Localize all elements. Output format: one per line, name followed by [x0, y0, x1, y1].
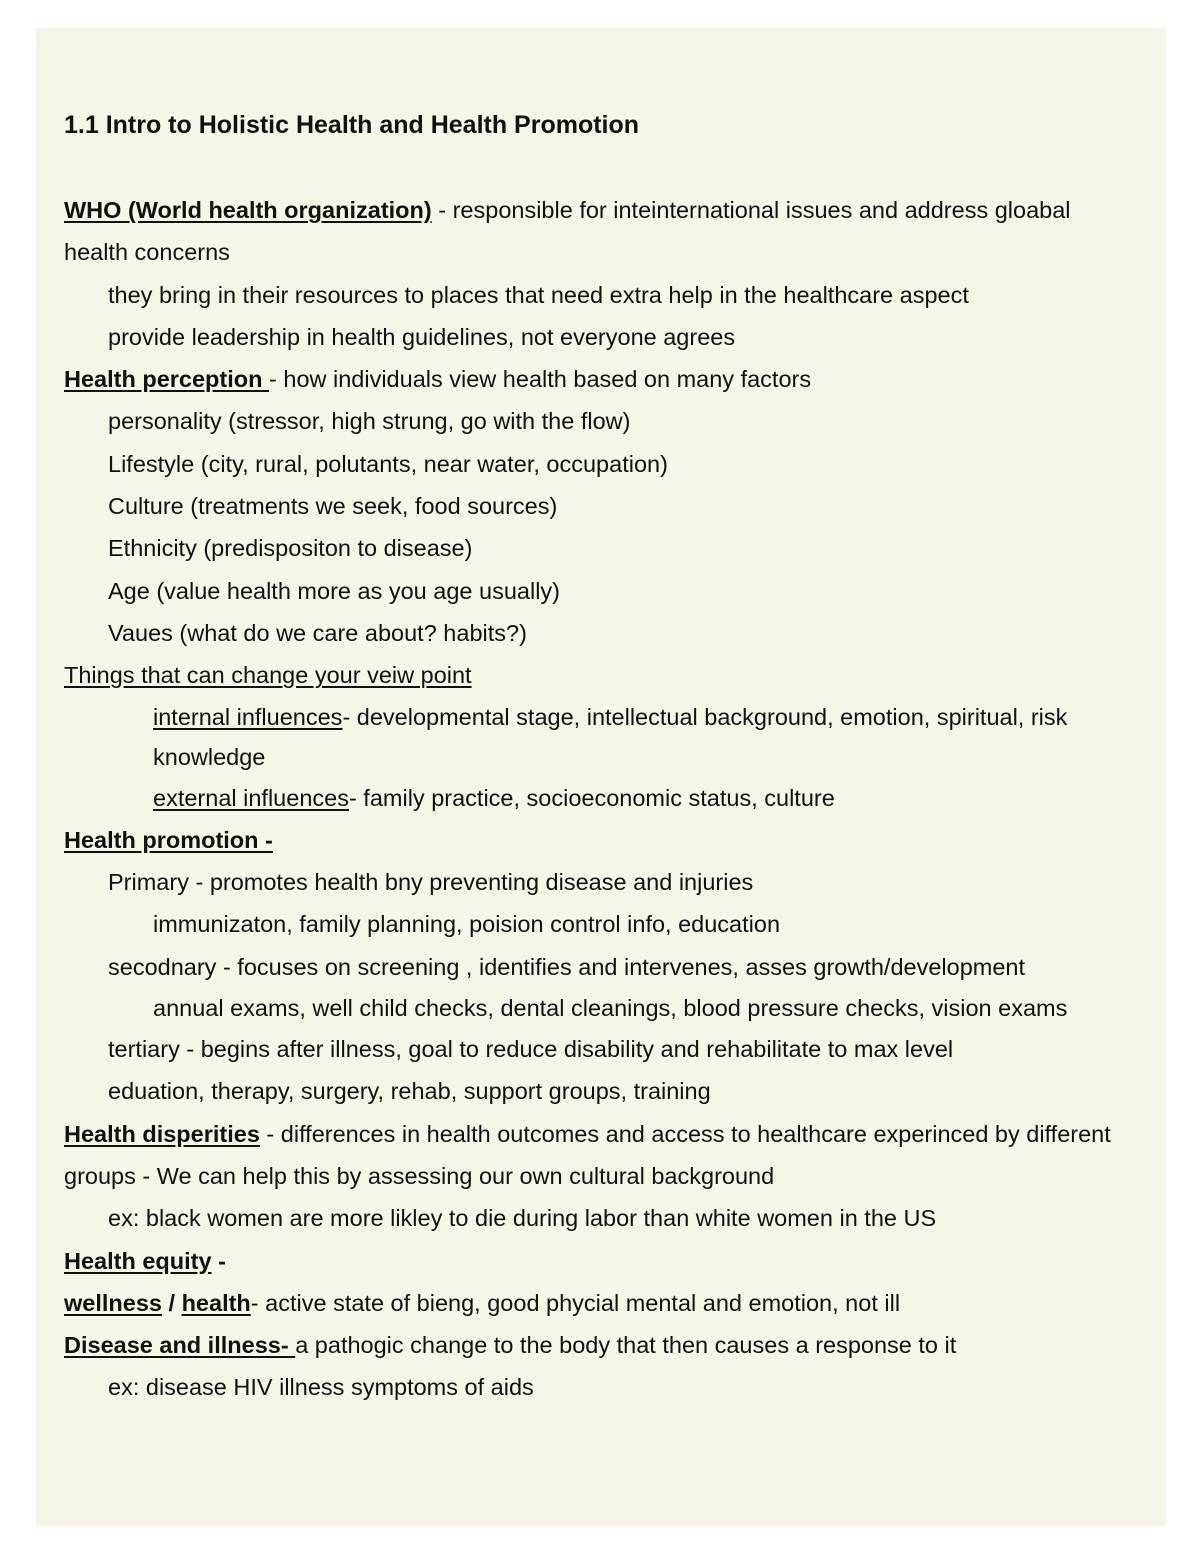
notes-content	[64, 104, 1144, 1409]
promotion-tertiary-examples: eduation, therapy, surgery, rehab, support groups, training	[108, 1078, 711, 1105]
internal-influences	[64, 697, 1128, 777]
who-point-1: they bring in their resources to places that need extra help in the healthcare aspect	[108, 281, 969, 308]
promotion-primary-examples: immunizaton, family planning, poision control info, education	[153, 911, 781, 938]
perception-factor: Vaues (what do we care about? habits?)	[108, 619, 527, 646]
external-influences	[64, 777, 1144, 819]
external-term: external influences	[153, 784, 349, 811]
perception-def: - how individuals view health based on many factors	[269, 366, 812, 393]
perception-definition	[64, 358, 1144, 400]
disease-term: Disease and illness-	[64, 1332, 296, 1359]
promotion-secondary-examples: annual exams, well child checks, dental cleanings, blood pressure checks, vision exams	[153, 995, 1068, 1022]
perception-factor: Culture (treatments we seek, food sources)	[108, 493, 558, 520]
who-point-2: provide leadership in health guidelines, not everyone agrees	[108, 323, 736, 350]
promotion-heading	[64, 819, 1144, 861]
wellness-def: - active state of bieng, good phycial mental and emotion, not ill	[250, 1289, 901, 1316]
perception-factor: Ethnicity (predispositon to disease)	[108, 535, 473, 562]
document-page	[36, 28, 1166, 1526]
internal-def: - developmental stage, intellectual background, emotion, spiritual, risk knowledge	[153, 703, 1068, 770]
who-definition	[64, 189, 1124, 274]
disparities-def: - differences in health outcomes and access to healthcare experinced by different groups - We can help this by assessing our own cultural background	[64, 1120, 1111, 1189]
disease-example: ex: disease HIV illness symptoms of aids	[108, 1374, 534, 1401]
perception-factor: Lifestyle (city, rural, polutants, near water, occupation)	[108, 450, 668, 477]
disease-definition	[64, 1324, 1144, 1366]
disparities-definition	[64, 1113, 1124, 1198]
equity-term: Health equity	[64, 1247, 212, 1274]
internal-term: internal influences	[153, 703, 343, 730]
promotion-tertiary: tertiary - begins after illness, goal to reduce disability and rehabilitate to max level	[108, 1036, 954, 1063]
perception-factor: Age (value health more as you age usually)	[108, 577, 560, 604]
viewpoint-heading	[64, 654, 1144, 696]
viewpoint-heading-text: Things that can change your veiw point	[64, 662, 472, 689]
perception-factor: personality (stressor, high strung, go with the flow)	[108, 408, 631, 435]
perception-term: Health perception	[64, 366, 270, 393]
wellness-term: wellness	[64, 1289, 162, 1316]
wellness-separator: /	[161, 1289, 182, 1316]
disease-def: a pathogic change to the body that then causes a response to it	[295, 1332, 957, 1359]
wellness-definition	[64, 1282, 1144, 1324]
who-term: WHO (World health organization)	[64, 197, 432, 223]
page-title: 1.1 Intro to Holistic Health and Health Promotion	[64, 111, 640, 139]
equity-def: -	[211, 1247, 226, 1274]
disparities-term: Health disperities	[64, 1120, 260, 1147]
who-def: - responsible for inteinternational issues and address gloabal health concerns	[64, 197, 1071, 266]
equity-definition	[64, 1240, 1144, 1282]
promotion-primary: Primary - promotes health bny preventing disease and injuries	[108, 869, 754, 896]
promotion-term: Health promotion -	[64, 826, 273, 853]
disparities-example: ex: black women are more likley to die during labor than white women in the US	[108, 1205, 937, 1232]
external-def: - family practice, socioeconomic status, culture	[348, 784, 835, 811]
promotion-secondary: secodnary - focuses on screening , identifies and intervenes, asses growth/development	[108, 953, 1026, 980]
health-term: health	[181, 1289, 251, 1316]
